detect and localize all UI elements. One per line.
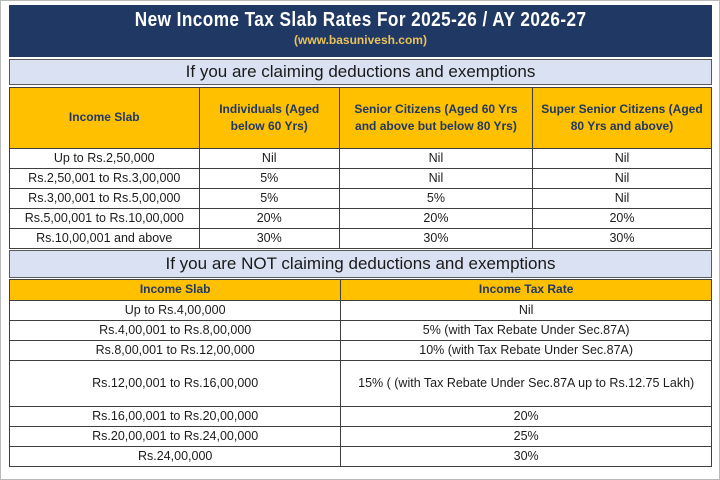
table-row — [10, 189, 712, 209]
tax-rate-cell: 20% — [341, 407, 712, 427]
income-slab-cell: Rs.24,00,000 — [10, 447, 341, 467]
tax-rate-cell: Nil — [532, 169, 711, 189]
table-row — [10, 149, 712, 169]
table-row — [10, 169, 712, 189]
tax-rate-cell: 5% — [199, 189, 339, 209]
income-slab-cell: Rs.2,50,001 to Rs.3,00,000 — [10, 169, 200, 189]
income-slab-cell: Rs.5,00,001 to Rs.10,00,000 — [10, 209, 200, 229]
income-slab-cell: Rs.16,00,001 to Rs.20,00,000 — [10, 407, 341, 427]
tax-rate-cell: Nil — [339, 149, 532, 169]
income-slab-cell: Up to Rs.2,50,000 — [10, 149, 200, 169]
table-row — [10, 361, 712, 407]
tax-rate-cell: 25% — [341, 427, 712, 447]
new-regime-table-header — [10, 280, 712, 301]
tax-rate-cell: Nil — [532, 189, 711, 209]
tax-rate-cell: 30% — [341, 447, 712, 467]
tax-rate-cell: 15% ( (with Tax Rebate Under Sec.87A up to Rs.12.75 Lakh) — [341, 361, 712, 407]
old-regime-table-body — [10, 149, 712, 249]
tax-rate-cell: 30% — [532, 229, 711, 249]
header-row — [10, 280, 712, 301]
page-title: New Income Tax Slab Rates For 2025-26 / AY 2026-27 — [134, 9, 587, 31]
table-row — [10, 301, 712, 321]
table-row — [10, 209, 712, 229]
tax-rate-cell: 20% — [532, 209, 711, 229]
tax-rate-cell: Nil — [339, 169, 532, 189]
tax-rate-cell: 20% — [199, 209, 339, 229]
table-row — [10, 341, 712, 361]
income-slab-cell: Rs.12,00,001 to Rs.16,00,000 — [10, 361, 341, 407]
tax-rate-cell: 30% — [339, 229, 532, 249]
tax-rate-cell: 5% — [339, 189, 532, 209]
tax-rate-cell: Nil — [199, 149, 339, 169]
column-header: Income Slab — [10, 88, 200, 149]
new-regime-tax-table — [9, 279, 712, 467]
old-regime-table-header — [10, 88, 712, 149]
website-link: (www.basunivesh.com) — [294, 33, 427, 47]
table-row — [10, 427, 712, 447]
tax-rate-cell: 20% — [339, 209, 532, 229]
column-header: Senior Citizens (Aged 60 Yrs and above but below 80 Yrs) — [339, 88, 532, 149]
header-row — [10, 88, 712, 149]
tax-rate-cell: 5% — [199, 169, 339, 189]
tax-rate-cell: Nil — [341, 301, 712, 321]
table-row — [10, 447, 712, 467]
table-row — [10, 229, 712, 249]
tax-rate-cell: 5% (with Tax Rebate Under Sec.87A) — [341, 321, 712, 341]
income-slab-cell: Rs.8,00,001 to Rs.12,00,000 — [10, 341, 341, 361]
income-slab-cell: Rs.10,00,001 and above — [10, 229, 200, 249]
title-banner — [9, 5, 712, 57]
old-regime-tax-table — [9, 87, 712, 249]
column-header: Income Tax Rate — [341, 280, 712, 301]
column-header: Income Slab — [10, 280, 341, 301]
tax-rate-cell: Nil — [532, 149, 711, 169]
tax-rate-cell: 10% (with Tax Rebate Under Sec.87A) — [341, 341, 712, 361]
column-header: Super Senior Citizens (Aged 80 Yrs and above) — [532, 88, 711, 149]
column-header: Individuals (Aged below 60 Yrs) — [199, 88, 339, 149]
section-heading-not-claiming-deductions: If you are NOT claiming deductions and exemptions — [9, 250, 712, 278]
income-slab-cell: Up to Rs.4,00,000 — [10, 301, 341, 321]
income-slab-cell: Rs.3,00,001 to Rs.5,00,000 — [10, 189, 200, 209]
table-row — [10, 407, 712, 427]
section-heading-claiming-deductions: If you are claiming deductions and exemptions — [9, 59, 712, 85]
new-regime-table-body — [10, 301, 712, 467]
income-slab-cell: Rs.20,00,001 to Rs.24,00,000 — [10, 427, 341, 447]
tax-rate-cell: 30% — [199, 229, 339, 249]
table-row — [10, 321, 712, 341]
tax-slab-infographic — [9, 5, 712, 467]
income-slab-cell: Rs.4,00,001 to Rs.8,00,000 — [10, 321, 341, 341]
